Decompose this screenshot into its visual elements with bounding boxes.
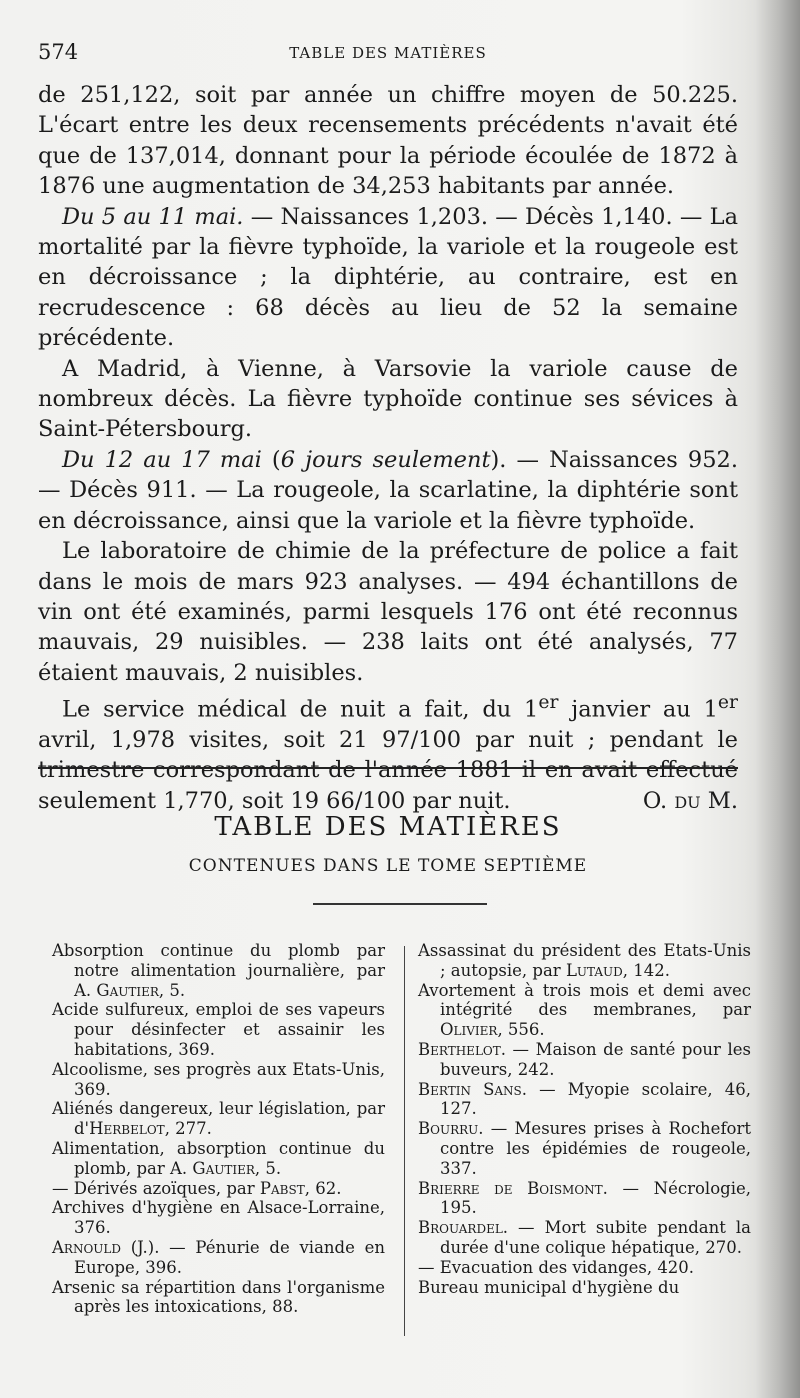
toc-entry-author: Brouardel xyxy=(418,1218,503,1238)
toc-entry-author: Herbelot xyxy=(89,1119,165,1139)
toc-entry-reference: , 142. xyxy=(622,960,670,980)
paragraph-text: janvier au 1 xyxy=(558,696,718,723)
toc-entry xyxy=(418,941,751,981)
toc-title: TABLE DES MATIÈRES xyxy=(214,812,562,842)
page-edge-shadow xyxy=(755,0,800,1398)
toc-entry xyxy=(418,981,751,1040)
toc-entry xyxy=(418,1218,751,1258)
date-range-label: Du 12 au 17 mai xyxy=(62,446,262,473)
toc-entry-text: Arsenic sa répartition dans l'organisme après les intoxications, 88. xyxy=(52,1277,385,1317)
note-label: 6 jours seulement xyxy=(280,446,491,473)
toc-entry-text: — Evacuation des vidanges, 420. xyxy=(418,1257,695,1277)
toc-entry-author: Lutaud xyxy=(565,960,623,980)
toc-entry-author: Bertin Sans xyxy=(418,1079,522,1099)
toc-entry xyxy=(52,1198,385,1238)
toc-entry-reference: , 277. xyxy=(164,1119,212,1139)
toc-entry-text: Alcoolisme, ses progrès aux Etats-Unis, 369. xyxy=(52,1059,385,1099)
title-underline xyxy=(313,903,487,905)
paragraph-text: — Naissances 952. — Décès 911. — La rougeole, la scarlatine, la diphtérie sont en décroissance, ainsi que la variole et la fièvre typhoïde. xyxy=(38,446,738,534)
toc-entry xyxy=(418,1278,751,1298)
paren-close: ). xyxy=(490,446,507,473)
paragraph-population: de 251,122, soit par année un chiffre moyen de 50.225. L'écart entre les deux recensements précédents n'avait été que de 137,014, donnant pour la période écoulée de 1872 à 1876 une augmentation de 34,253 habitants par année. xyxy=(38,82,738,200)
toc-entry xyxy=(52,941,385,1000)
toc-entry-text: Aliénés dangereux, leur législation, par d' xyxy=(52,1099,385,1139)
author-signature: O. du M. xyxy=(642,787,738,814)
date-range-label: Du 5 au 11 mai. xyxy=(62,203,244,230)
paragraph-laboratory: Le laboratoire de chimie de la préfecture de police a fait dans le mois de mars 923 analyses. — 494 échantillons de vin ont été examinés, parmi lesquels 176 ont été reconnus mauvais, 29 nuisibles. — 238 laits ont été analysés, 77 étaient mauvais, 2 nuisibles. xyxy=(38,538,738,686)
toc-entry xyxy=(52,1179,385,1199)
toc-entry-reference: . — Myopie scolaire, 46, 127. xyxy=(440,1079,751,1119)
toc-entry-text: Alimentation, absorption continue du plomb, par A. xyxy=(52,1138,385,1178)
paragraph-night-service xyxy=(38,688,738,816)
toc-entry-reference: . — Nécrologie, 195. xyxy=(440,1178,751,1218)
toc-column-left xyxy=(52,941,385,1317)
toc-entry-text: Avortement à trois mois et demi avec intégrité des membranes, par xyxy=(418,980,751,1020)
superscript: er xyxy=(717,692,738,714)
toc-entry-reference: , 556. xyxy=(497,1020,545,1040)
toc-entry-text: Assassinat du président des Etats-Unis ; autopsie, par xyxy=(418,941,751,980)
toc-entry-author: Olivier xyxy=(440,1020,498,1040)
toc-entry-reference: , 5. xyxy=(254,1158,282,1178)
toc-column-right xyxy=(418,941,751,1297)
toc-entry xyxy=(52,1278,385,1318)
toc-entry-author: Berthelot xyxy=(418,1039,501,1059)
toc-entry xyxy=(52,1139,385,1179)
toc-entry-text: — Dérivés azoïques, par xyxy=(52,1178,260,1198)
toc-entry-reference: . — Maison de santé pour les buveurs, 242. xyxy=(440,1039,751,1079)
toc-entry xyxy=(52,1000,385,1059)
paragraph-text: avril, 1,978 visites, soit 21 97/100 par nuit ; pendant le trimestre correspondant de l'année 1881 il en avait effectué seulement 1,770, soit 19 66/100 par nuit. xyxy=(38,727,738,814)
toc-entry xyxy=(418,1258,751,1278)
paragraph-foreign-cities: A Madrid, à Vienne, à Varsovie la variole cause de nombreux décès. La fièvre typhoïde continue ses sévices à Saint-Pétersbourg. xyxy=(38,355,738,443)
toc-entry xyxy=(52,1099,385,1139)
paragraph-text: — Naissances 1,203. — Décès 1,140. — La mortalité par la fièvre typhoïde, la variole et la rougeole est en décroissance ; la diphtérie, au contraire, est en recrudescence : 68 décès au lieu de 52 la semaine précédente. xyxy=(38,203,738,352)
toc-entry-text: Acide sulfureux, emploi de ses vapeurs pour désinfecter et assainir les habitations, 369. xyxy=(52,1000,385,1059)
toc-entry-reference: . — Pénurie de viande en Europe, 396. xyxy=(74,1237,385,1277)
paragraph-week-12-17-mai xyxy=(38,445,738,536)
superscript: er xyxy=(538,692,559,714)
paragraph-text: Le service médical de nuit a fait, du 1 xyxy=(62,696,539,723)
article-body xyxy=(38,80,738,816)
toc-entry xyxy=(418,1179,751,1219)
toc-entry xyxy=(418,1040,751,1080)
toc-entry xyxy=(52,1238,385,1278)
toc-entry-reference: . — Mort subite pendant la durée d'une colique hépatique, 270. xyxy=(440,1218,751,1257)
toc-entry xyxy=(418,1080,751,1120)
page-header xyxy=(38,40,738,68)
toc-entry-author: Brierre de Boismont xyxy=(418,1178,603,1198)
running-title: TABLE DES MATIÈRES xyxy=(289,44,487,62)
page-number: 574 xyxy=(38,40,79,64)
toc-entry-author: Bourru xyxy=(418,1119,479,1139)
toc-entry-text: Archives d'hygiène en Alsace-Lorraine, 376. xyxy=(52,1198,385,1238)
toc-entry xyxy=(52,1060,385,1100)
toc-entry-text: Absorption continue du plomb par notre alimentation journalière, par A. xyxy=(52,941,385,1000)
toc-entry-author: Gautier xyxy=(96,980,159,1000)
toc-entry xyxy=(418,1119,751,1178)
paragraph-week-5-11-mai xyxy=(38,202,738,354)
toc-entry-reference: . — Mesures prises à Rochefort contre les épidémies de rougeole, 337. xyxy=(440,1119,751,1178)
toc-entry-author: Gautier xyxy=(192,1158,255,1178)
toc-entry-reference: , 5. xyxy=(158,980,186,1000)
toc-subtitle: CONTENUES DANS LE TOME SEPTIÈME xyxy=(188,856,588,876)
section-divider xyxy=(38,767,738,769)
paren-open: ( xyxy=(261,446,281,473)
toc-entry-author: Pabst xyxy=(259,1178,305,1198)
toc-entry-author: Arnould (J.) xyxy=(52,1237,155,1257)
toc-entry-text: Bureau municipal d'hygiène du xyxy=(418,1277,680,1297)
toc-entry-reference: , 62. xyxy=(304,1178,342,1198)
column-divider xyxy=(404,946,405,1336)
